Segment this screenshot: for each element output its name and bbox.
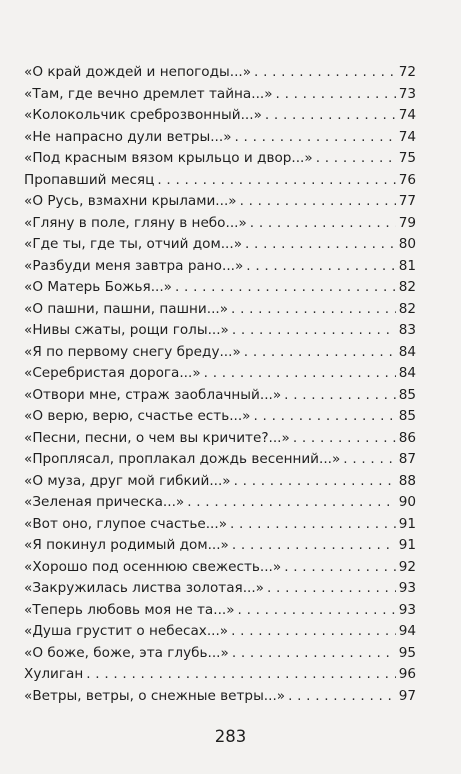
toc-entry-page: 93: [398, 601, 416, 618]
toc-entry-page: 94: [398, 623, 416, 639]
toc-entry: [24, 256, 416, 278]
toc-entry-title: «Зеленая прическа...»: [24, 494, 185, 510]
toc-entry: [24, 643, 416, 665]
toc-entry-page: 86: [398, 429, 416, 446]
toc-entry-title: «О Матерь Божья...»: [24, 279, 172, 295]
toc-dot-leader: [232, 320, 396, 342]
toc-dot-leader: [204, 363, 396, 385]
toc-entry: [24, 385, 416, 407]
toc-entry-page: 96: [398, 666, 416, 682]
toc-entry-page: 97: [398, 687, 416, 704]
toc-entry-title: «Разбуди меня завтра рано...»: [24, 257, 244, 274]
toc-dot-leader: [235, 127, 396, 149]
toc-entry: [24, 363, 416, 385]
toc-entry-title: «Теперь любовь моя не та...»: [24, 601, 235, 618]
toc-dot-leader: [230, 514, 396, 536]
toc-entry-page: 82: [398, 279, 416, 295]
toc-dot-leader: [244, 342, 396, 364]
toc-entry-title: Хулиган: [24, 666, 84, 682]
toc-entry-page: 81: [398, 257, 416, 274]
toc-entry-title: «Песни, песни, о чем вы кричите?...»: [24, 429, 290, 446]
toc-dot-leader: [234, 471, 396, 493]
toc-dot-leader: [265, 105, 396, 127]
toc-entry-title: «О пашни, пашни, пашни...»: [24, 300, 229, 317]
toc-entry-page: 76: [398, 171, 416, 188]
toc-dot-leader: [284, 557, 396, 579]
toc-dot-leader: [343, 449, 395, 471]
toc-entry-page: 95: [398, 644, 416, 661]
toc-entry-page: 84: [398, 365, 416, 381]
toc-entry-page: 74: [398, 107, 416, 123]
toc-entry: [24, 535, 416, 557]
toc-entry: [24, 406, 416, 428]
toc-entry-title: «Душа грустит о небесах...»: [24, 623, 229, 639]
toc-entry-title: «Я покинул родимый дом...»: [24, 537, 229, 553]
toc-dot-leader: [250, 213, 396, 235]
toc-dot-leader: [187, 492, 395, 514]
toc-dot-leader: [267, 578, 396, 600]
toc-entry: [24, 342, 416, 364]
toc-entry-page: 85: [398, 386, 416, 403]
toc-entry-title: «Ветры, ветры, о снежные ветры...»: [24, 687, 286, 704]
toc-dot-leader: [238, 600, 396, 622]
toc-entry: [24, 621, 416, 643]
toc-entry-title: «Проплясал, проплакал дождь весенний...»: [24, 451, 341, 467]
toc-entry-page: 87: [398, 451, 416, 467]
toc-entry: [24, 234, 416, 256]
toc-entry-title: «Закружилась листва золотая...»: [24, 580, 264, 596]
toc-entry-title: «Колокольчик среброзвонный...»: [24, 107, 262, 123]
toc-dot-leader: [246, 256, 395, 278]
toc-dot-leader: [157, 170, 395, 192]
toc-entry: [24, 557, 416, 579]
toc-dot-leader: [240, 191, 396, 213]
toc-entry-page: 91: [398, 537, 416, 553]
toc-dot-leader: [316, 148, 396, 170]
toc-dot-leader: [293, 428, 396, 450]
toc-dot-leader: [254, 62, 396, 84]
toc-entry-page: 75: [398, 150, 416, 166]
toc-dot-leader: [232, 535, 396, 557]
toc-entry-page: 83: [398, 322, 416, 338]
toc-dot-leader: [175, 277, 396, 299]
toc-entry-title: «Я по первому снегу бреду...»: [24, 343, 241, 360]
toc-entry: [24, 449, 416, 471]
table-of-contents: [24, 62, 416, 707]
toc-entry-title: «О верю, верю, счастье есть...»: [24, 408, 251, 424]
toc-entry: [24, 105, 416, 127]
toc-entry-title: «Где ты, где ты, отчий дом...»: [24, 236, 243, 252]
toc-entry: [24, 514, 416, 536]
toc-dot-leader: [276, 84, 396, 106]
toc-dot-leader: [284, 385, 396, 407]
toc-entry-page: 85: [398, 408, 416, 424]
toc-entry-page: 91: [398, 515, 416, 532]
toc-entry-title: «Не напрасно дули ветры...»: [24, 128, 232, 145]
toc-entry: [24, 191, 416, 213]
toc-entry-page: 93: [398, 580, 416, 596]
toc-entry-title: «О край дождей и непогоды...»: [24, 64, 252, 80]
toc-entry-page: 77: [398, 193, 416, 209]
toc-entry-title: «Под красным вязом крыльцо и двор...»: [24, 150, 313, 166]
toc-entry-page: 80: [398, 236, 416, 252]
toc-dot-leader: [254, 406, 396, 428]
toc-entry: [24, 600, 416, 622]
toc-entry-page: 92: [398, 558, 416, 575]
toc-entry-title: «О Русь, взмахни крылами...»: [24, 193, 237, 209]
toc-entry-title: «Там, где вечно дремлет тайна...»: [24, 85, 273, 102]
toc-entry: [24, 213, 416, 235]
toc-entry-page: 72: [398, 64, 416, 80]
toc-entry: [24, 148, 416, 170]
toc-entry-page: 88: [398, 472, 416, 489]
toc-entry: [24, 62, 416, 84]
toc-entry: [24, 471, 416, 493]
toc-entry-page: 82: [398, 300, 416, 317]
toc-entry-page: 90: [398, 494, 416, 510]
toc-entry-title: Пропавший месяц: [24, 171, 155, 188]
toc-dot-leader: [86, 664, 395, 686]
toc-dot-leader: [232, 643, 396, 665]
toc-entry-title: «О муза, друг мой гибкий...»: [24, 472, 231, 489]
toc-entry: [24, 428, 416, 450]
toc-dot-leader: [245, 234, 396, 256]
toc-entry: [24, 686, 416, 708]
toc-entry-page: 79: [398, 214, 416, 231]
toc-dot-leader: [231, 621, 396, 643]
toc-entry: [24, 492, 416, 514]
toc-entry: [24, 320, 416, 342]
toc-entry-title: «Хорошо под осеннюю свежесть...»: [24, 558, 282, 575]
toc-entry-page: 74: [398, 128, 416, 145]
toc-entry-title: «О боже, боже, эта глубь...»: [24, 644, 229, 661]
toc-entry: [24, 578, 416, 600]
toc-entry-title: «Серебристая дорога...»: [24, 365, 201, 381]
toc-entry-page: 73: [398, 85, 416, 102]
toc-entry: [24, 127, 416, 149]
toc-entry-title: «Вот оно, глупое счастье...»: [24, 515, 228, 532]
toc-entry: [24, 84, 416, 106]
toc-entry-title: «Гляну в поле, гляну в небо...»: [24, 214, 247, 231]
toc-entry: [24, 299, 416, 321]
toc-entry-title: «Нивы сжаты, рощи голы...»: [24, 322, 229, 338]
toc-entry: [24, 277, 416, 299]
toc-entry: [24, 170, 416, 192]
toc-entry-page: 84: [398, 343, 416, 360]
toc-dot-leader: [231, 299, 396, 321]
toc-dot-leader: [288, 686, 396, 708]
page-number: 283: [214, 727, 247, 746]
toc-entry-title: «Отвори мне, страж заоблачный...»: [24, 386, 282, 403]
toc-entry: [24, 664, 416, 686]
